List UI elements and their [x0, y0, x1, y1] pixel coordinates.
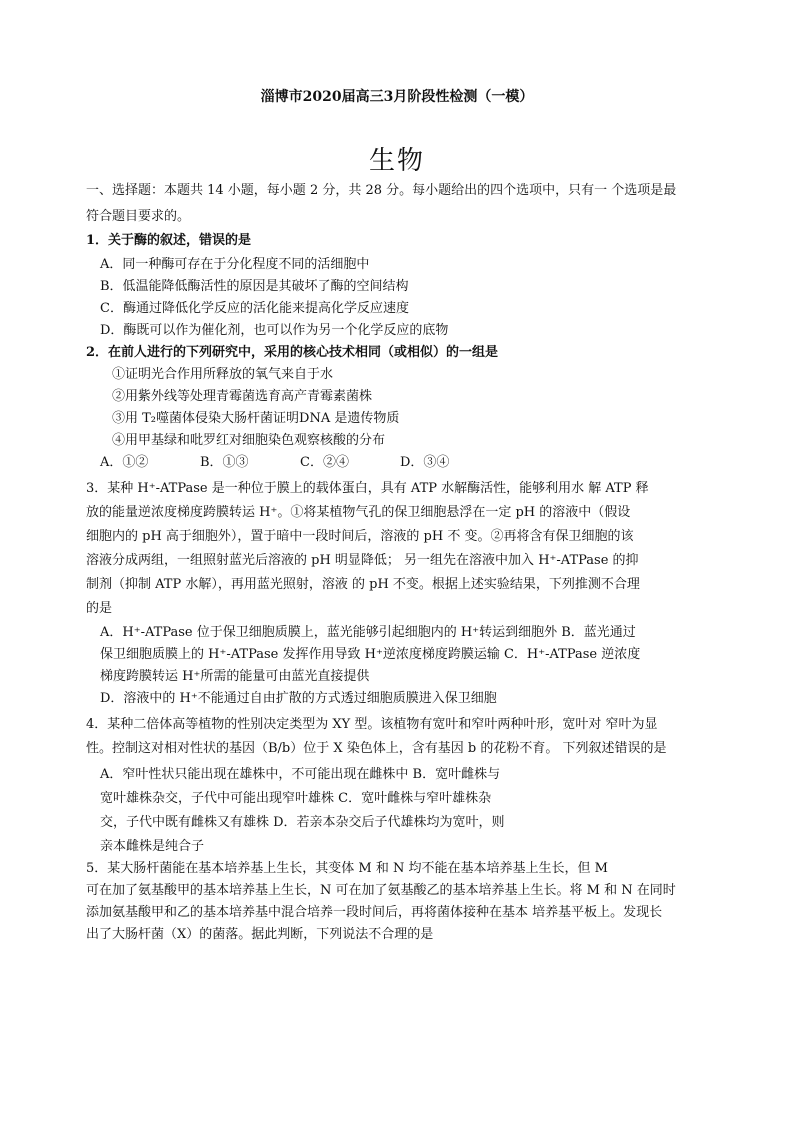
q2-option-b: B．①③ [200, 455, 249, 470]
q5-stem-line: 可在加了氨基酸甲的基本培养基上生长，N 可在加了氨基酸乙的基本培养基上生长。将 M 和 N 在同时 [86, 883, 676, 898]
q3-stem-line: 3．某种 H⁺-ATPase 是一种位于膜上的载体蛋白，具有 ATP 水解酶活性，能够利用水 解 ATP 释 [86, 481, 649, 496]
q3-option-line: 梯度跨膜转运 H⁺所需的能量可由蓝光直接提供 [100, 669, 370, 684]
q2-option-a: A．①② [100, 455, 149, 470]
q3-stem-line: 细胞内的 pH 高于细胞外），置于暗中一段时间后，溶液的 pH 不 变。②再将含有保卫细胞的该 [86, 529, 634, 544]
q5-stem-line: 出了大肠杆菌（X）的菌落。据此判断，下列说法不合理的是 [86, 927, 434, 942]
q5-stem-line: 5．某大肠杆菌能在基本培养基上生长，其变体 M 和 N 均不能在基本培养基上生长，但 M [86, 861, 608, 876]
q4-option-line: 亲本雌株是纯合子 [100, 839, 205, 854]
section-instructions-cont: 符合题目要求的。 [86, 209, 191, 224]
q3-option-d: D．溶液中的 H⁺不能通过自由扩散的方式透过细胞质膜进入保卫细胞 [100, 691, 497, 706]
q1-option-a: A．同一种酶可存在于分化程度不同的活细胞中 [100, 257, 370, 272]
document-title: 淄博市2020届高三3月阶段性检测（一模） [260, 89, 534, 105]
q3-option-line: A．H⁺-ATPase 位于保卫细胞质膜上，蓝光能够引起细胞内的 H⁺转运到细胞外 B．蓝光通过 [100, 625, 636, 640]
q2-item-4: ④用甲基绿和吡罗红对细胞染色观察核酸的分布 [112, 433, 386, 448]
q2-item-3: ③用 T₂噬菌体侵染大肠杆菌证明DNA 是遗传物质 [112, 411, 400, 426]
q1-stem: 1．关于酶的叙述，错误的是 [86, 233, 252, 248]
q2-option-d: D．③④ [400, 455, 450, 470]
section-instructions: 一、选择题：本题共 14 小题，每小题 2 分，共 28 分。每小题给出的四个选项中，只有一 个选项是最 [86, 183, 677, 198]
q4-stem-line: 性。控制这对相对性状的基因（B/b）位于 X 染色体上，含有基因 b 的花粉不育。 下列叙述错误的是 [86, 741, 667, 756]
q3-stem-line: 溶液分成两组，一组照射蓝光后溶液的 pH 明显降低； 另一组先在溶液中加入 H⁺-ATPase 的抑 [86, 553, 639, 568]
q2-options [100, 452, 730, 474]
q2-item-1: ①证明光合作用所释放的氧气来自于水 [112, 367, 334, 382]
q5-stem-line: 添加氨基酸甲和乙的基本培养基中混合培养一段时间后，再将菌体接种在基本 培养基平板上。发现长 [86, 905, 663, 920]
q1-option-d: D．酶既可以作为催化剂，也可以作为另一个化学反应的底物 [100, 323, 449, 338]
subject-heading: 生物 [368, 146, 425, 176]
q4-option-line: A．窄叶性状只能出现在雄株中，不可能出现在雌株中 B．宽叶雌株与 [100, 767, 501, 782]
q1-option-b: B．低温能降低酶活性的原因是其破坏了酶的空间结构 [100, 279, 409, 294]
q4-stem-line: 4．某种二倍体高等植物的性别决定类型为 XY 型。该植物有宽叶和窄叶两种叶形，宽叶对 窄叶为显 [86, 717, 658, 732]
q2-option-c: C．②④ [300, 455, 349, 470]
q2-item-2: ②用紫外线等处理青霉菌选育高产青霉素菌株 [112, 389, 373, 404]
q3-stem-line: 的是 [86, 601, 113, 616]
q3-stem-line: 放的能量逆浓度梯度跨膜转运 H⁺。①将某植物气孔的保卫细胞悬浮在一定 pH 的溶液中（假设 [86, 505, 631, 520]
q4-option-line: 宽叶雄株杂交，子代中可能出现窄叶雄株 C．宽叶雌株与窄叶雄株杂 [100, 791, 492, 806]
q2-stem: 2．在前人进行的下列研究中，采用的核心技术相同（或相似）的一组是 [86, 345, 499, 360]
q3-option-line: 保卫细胞质膜上的 H⁺-ATPase 发挥作用导致 H⁺逆浓度梯度跨膜运输 C．H⁺-ATPase 逆浓度 [100, 647, 641, 662]
q1-option-c: C．酶通过降低化学反应的活化能来提高化学反应速度 [100, 301, 409, 316]
q3-stem-line: 制剂（抑制 ATP 水解），再用蓝光照射，溶液 的 pH 不变。根据上述实验结果，下列推测不合理 [86, 577, 640, 592]
q4-option-line: 交，子代中既有雌株又有雄株 D．若亲本杂交后子代雄株均为宽叶，则 [100, 815, 505, 830]
